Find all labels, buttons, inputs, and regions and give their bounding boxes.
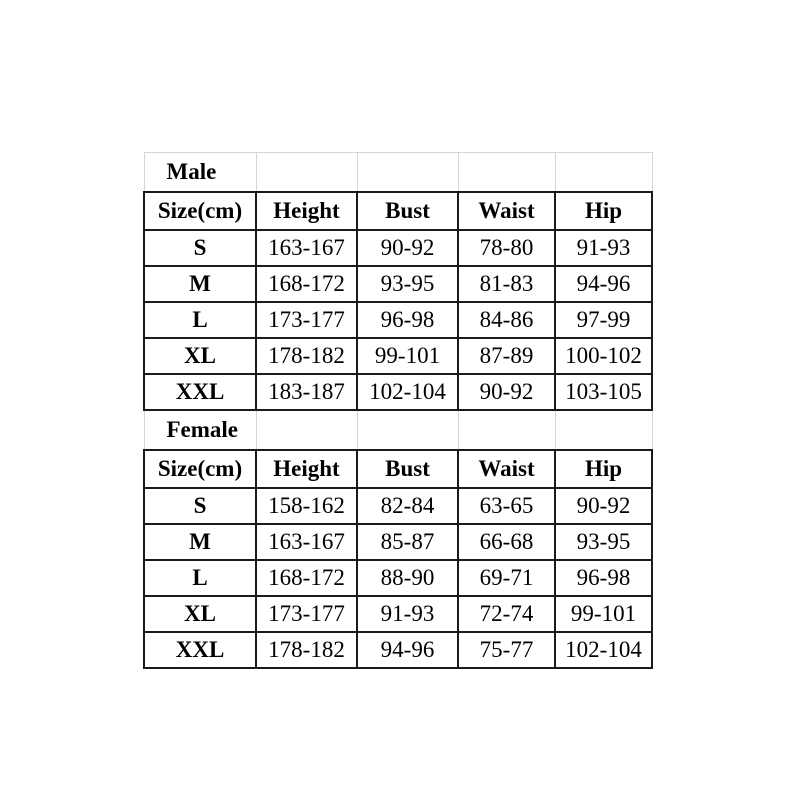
size-chart-table <box>143 152 653 669</box>
height-value: 178-182 <box>256 338 357 374</box>
hip-value: 102-104 <box>555 632 652 668</box>
hip-value: 90-92 <box>555 488 652 524</box>
table-row <box>144 302 652 338</box>
height-value: 163-167 <box>256 230 357 266</box>
female-section-row <box>144 410 652 450</box>
hip-value: 94-96 <box>555 266 652 302</box>
empty-cell <box>256 410 357 450</box>
bust-value: 93-95 <box>357 266 458 302</box>
hip-value: 103-105 <box>555 374 652 410</box>
column-header: Hip <box>555 192 652 230</box>
bust-value: 96-98 <box>357 302 458 338</box>
size-label: S <box>144 230 256 266</box>
size-label: XL <box>144 596 256 632</box>
waist-value: 72-74 <box>458 596 555 632</box>
size-label: M <box>144 524 256 560</box>
waist-value: 63-65 <box>458 488 555 524</box>
height-value: 163-167 <box>256 524 357 560</box>
empty-cell <box>458 153 555 193</box>
height-value: 173-177 <box>256 596 357 632</box>
waist-value: 69-71 <box>458 560 555 596</box>
section-title-female: Female <box>144 410 256 450</box>
height-value: 168-172 <box>256 266 357 302</box>
column-header: Hip <box>555 450 652 488</box>
height-value: 178-182 <box>256 632 357 668</box>
waist-value: 66-68 <box>458 524 555 560</box>
table-row <box>144 338 652 374</box>
waist-value: 81-83 <box>458 266 555 302</box>
size-label: L <box>144 560 256 596</box>
female-header-row <box>144 450 652 488</box>
column-header: Height <box>256 450 357 488</box>
table-row <box>144 266 652 302</box>
size-label: XL <box>144 338 256 374</box>
empty-cell <box>357 153 458 193</box>
male-header-row <box>144 192 652 230</box>
bust-value: 88-90 <box>357 560 458 596</box>
column-header: Size(cm) <box>144 450 256 488</box>
height-value: 173-177 <box>256 302 357 338</box>
table-row <box>144 632 652 668</box>
table-row <box>144 524 652 560</box>
hip-value: 91-93 <box>555 230 652 266</box>
size-label: L <box>144 302 256 338</box>
waist-value: 78-80 <box>458 230 555 266</box>
table-row <box>144 596 652 632</box>
table-row <box>144 488 652 524</box>
table-row <box>144 560 652 596</box>
column-header: Waist <box>458 450 555 488</box>
hip-value: 96-98 <box>555 560 652 596</box>
hip-value: 93-95 <box>555 524 652 560</box>
height-value: 158-162 <box>256 488 357 524</box>
waist-value: 84-86 <box>458 302 555 338</box>
column-header: Size(cm) <box>144 192 256 230</box>
height-value: 183-187 <box>256 374 357 410</box>
size-label: XXL <box>144 632 256 668</box>
bust-value: 82-84 <box>357 488 458 524</box>
empty-cell <box>357 410 458 450</box>
waist-value: 90-92 <box>458 374 555 410</box>
hip-value: 100-102 <box>555 338 652 374</box>
empty-cell <box>555 410 652 450</box>
empty-cell <box>256 153 357 193</box>
table-row <box>144 374 652 410</box>
bust-value: 99-101 <box>357 338 458 374</box>
waist-value: 87-89 <box>458 338 555 374</box>
height-value: 168-172 <box>256 560 357 596</box>
section-title-male: Male <box>144 153 256 193</box>
waist-value: 75-77 <box>458 632 555 668</box>
column-header: Bust <box>357 450 458 488</box>
bust-value: 94-96 <box>357 632 458 668</box>
size-label: S <box>144 488 256 524</box>
empty-cell <box>555 153 652 193</box>
table-row <box>144 230 652 266</box>
bust-value: 91-93 <box>357 596 458 632</box>
hip-value: 99-101 <box>555 596 652 632</box>
size-label: M <box>144 266 256 302</box>
hip-value: 97-99 <box>555 302 652 338</box>
bust-value: 102-104 <box>357 374 458 410</box>
size-label: XXL <box>144 374 256 410</box>
bust-value: 90-92 <box>357 230 458 266</box>
column-header: Bust <box>357 192 458 230</box>
column-header: Waist <box>458 192 555 230</box>
empty-cell <box>458 410 555 450</box>
bust-value: 85-87 <box>357 524 458 560</box>
male-section-row <box>144 153 652 193</box>
column-header: Height <box>256 192 357 230</box>
